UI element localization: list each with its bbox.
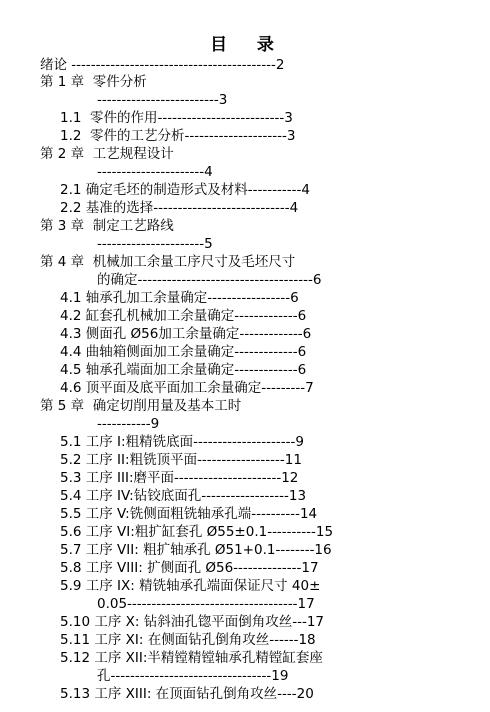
toc-entry: 5.13 工序 XIII: 在顶面钻孔倒角攻丝----20	[60, 686, 314, 702]
toc-entry: 孔---------------------------------19	[97, 668, 289, 684]
toc-entry: 5.12 工序 XII:半精镗精镗轴承孔精镗缸套座	[60, 650, 323, 666]
toc-entry: -----------9	[97, 416, 160, 432]
toc-entry: 第 4 章 机械加工余量工序尺寸及毛坯尺寸	[40, 254, 296, 270]
toc-entry: ----------------------5	[97, 236, 213, 252]
toc-entry: 4.5 轴承孔端面加工余量确定-------------6	[60, 362, 307, 378]
toc-entry: 5.2 工序 II:粗铣顶平面------------------11	[60, 452, 302, 468]
toc-entry: 5.3 工序 III:磨平面----------------------12	[60, 470, 299, 486]
toc-entry: ----------------------4	[97, 164, 213, 180]
toc-entry: 第 1 章 零件分析	[40, 74, 147, 90]
toc-entry: 5.10 工序 X: 钻斜油孔锪平面倒角攻丝---17	[60, 614, 325, 630]
toc-entry: -------------------------3	[97, 92, 228, 108]
toc-entry: 4.6 顶平面及底平面加工余量确定---------7	[60, 380, 314, 396]
toc-entry: 的确定------------------------------------6	[97, 272, 322, 288]
toc-entry: 5.1 工序 I:粗精铣底面---------------------9	[60, 434, 304, 450]
toc-entry: 第 5 章 确定切削用量及基本工时	[40, 398, 242, 414]
toc-entry: 第 2 章 工艺规程设计	[40, 146, 174, 162]
toc-entry: 绪论 ------------------------------------------2	[40, 57, 285, 73]
toc-entry: 5.9 工序 IX: 精铣轴承孔端面保证尺寸 40±	[60, 578, 321, 594]
toc-entry: 4.3 侧面孔 Ø56加工余量确定-------------6	[60, 326, 312, 342]
toc-entry: 5.7 工序 VII: 粗扩轴承孔 Ø51+0.1--------16	[60, 542, 332, 558]
toc-entry: 1.2 零件的工艺分析---------------------3	[60, 128, 296, 144]
toc-entry: 第 3 章 制定工艺路线	[40, 218, 174, 234]
toc-entry: 5.8 工序 VIII: 扩侧面孔 Ø56--------------17	[60, 560, 319, 576]
toc-entry: 4.2 缸套孔机械加工余量确定-------------6	[60, 308, 307, 324]
toc-entry: 2.2 基准的选择----------------------------4	[60, 200, 299, 216]
toc-entry: 4.4 曲轴箱侧面加工余量确定-------------6	[60, 344, 307, 360]
page-title: 目 录	[210, 35, 280, 55]
toc-entry: 5.6 工序 VI:粗扩缸套孔 Ø55±0.1----------15	[60, 524, 334, 540]
toc-entry: 5.4 工序 IV:钻铰底面孔------------------13	[60, 488, 307, 504]
toc-entry: 2.1 确定毛坯的制造形式及材料-----------4	[60, 182, 310, 198]
toc-entry: 4.1 轴承孔加工余量确定-----------------6	[60, 290, 299, 306]
toc-entry: 5.5 工序 V:铣侧面粗铣轴承孔端----------14	[60, 506, 318, 522]
toc-entry: 5.11 工序 XI: 在侧面钻孔倒角攻丝------18	[60, 632, 316, 648]
toc-entry: 0.05-----------------------------------17	[97, 596, 315, 612]
toc-entry: 1.1 零件的作用--------------------------3	[60, 110, 293, 126]
